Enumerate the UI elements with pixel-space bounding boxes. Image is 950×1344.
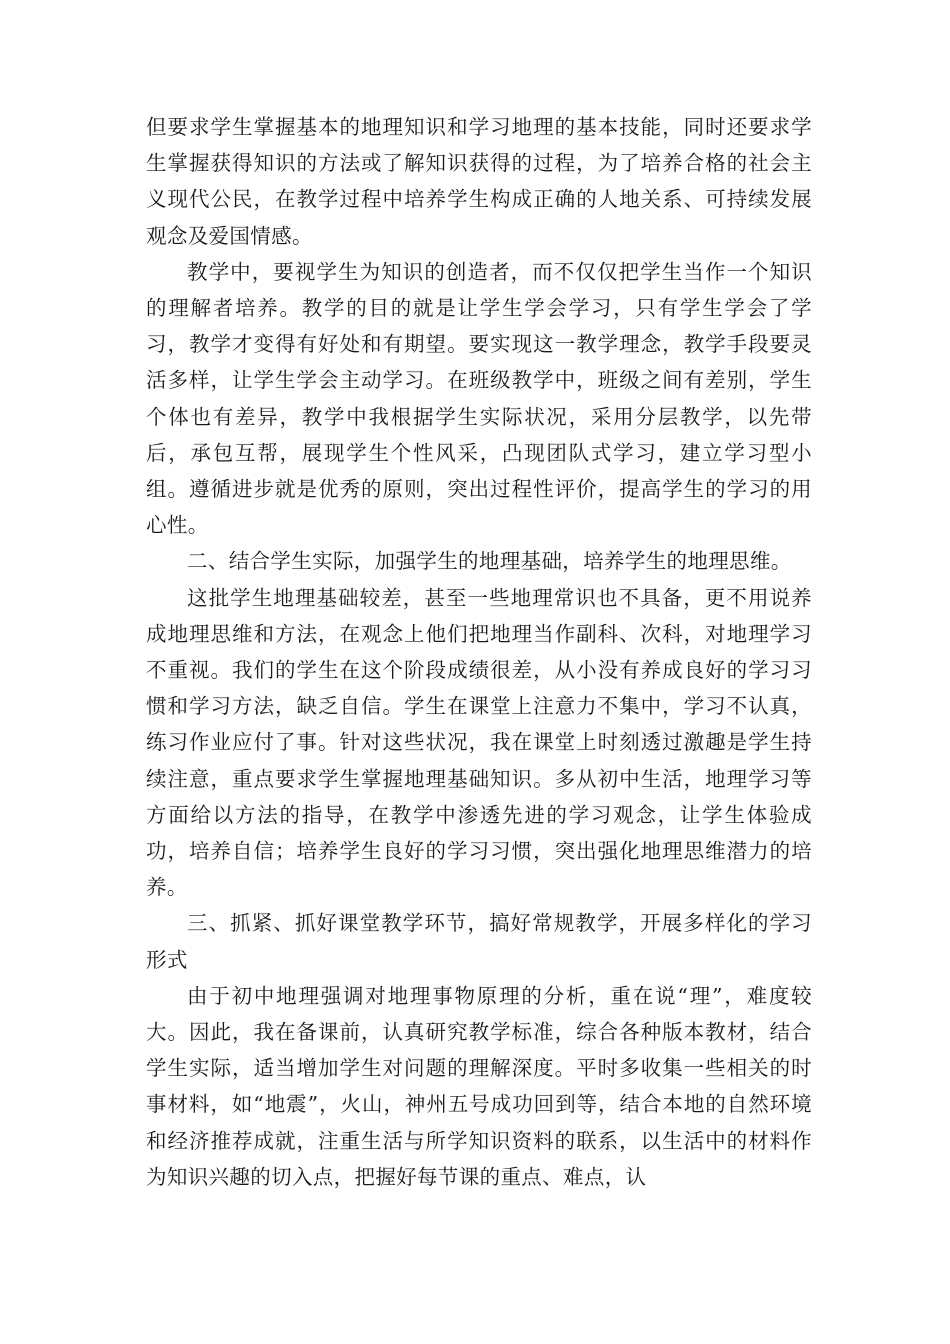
paragraph-classroom-teaching: 由于初中地理强调对地理事物原理的分析，重在说“理”，难度较大。因此，我在备课前，认真研究教学标准，综合各种版本教材，结合学生实际，适当增加学生对问题的理解深度。平时多收集一些相关的时事材料，如“地震”，火山，神州五号成功回到等，结合本地的自然环境和经济推荐成就，注重生活与所学知识资料的联系，以生活中的材料作为知识兴趣的切入点，把握好每节课的重点、难点，认 bbox=[146, 983, 812, 1189]
paragraph-teaching-philosophy: 教学中，要视学生为知识的创造者，而不仅仅把学生当作一个知识的理解者培养。教学的目的就是让学生学会学习，只有学生学会了学习，教学才变得有好处和有期望。要实现这一教学理念，教学手段要灵活多样，让学生学会主动学习。在班级教学中，班级之间有差别，学生个体也有差异，教学中我根据学生实际状况，采用分层教学，以先带后，承包互帮，展现学生个性风采，凸现团队式学习，建立学习型小组。遵循进步就是优秀的原则，突出过程性评价，提高学生的学习的用心性。 bbox=[146, 259, 812, 538]
document-body bbox=[146, 109, 812, 1195]
paragraph-continuation: 但要求学生掌握基本的地理知识和学习地理的基本技能，同时还要求学生掌握获得知识的方法或了解知识获得的过程，为了培养合格的社会主义现代公民，在教学过程中培养学生构成正确的人地关系、可持续发展观念及爱国情感。 bbox=[146, 115, 812, 248]
section-heading-2: 二、结合学生实际，加强学生的地理基础，培养学生的地理思维。 bbox=[187, 549, 792, 574]
paragraph-student-foundation: 这批学生地理基础较差，甚至一些地理常识也不具备，更不用说养成地理思维和方法，在观念上他们把地理当作副科、次科，对地理学习不重视。我们的学生在这个阶段成绩很差，从小没有养成良好的学习习惯和学习方法，缺乏自信。学生在课堂上注意力不集中，学习不认真，练习作业应付了事。针对这些状况，我在课堂上时刻透过激趣是学生持续注意，重点要求学生掌握地理基础知识。多从初中生活，地理学习等方面给以方法的指导，在教学中渗透先进的学习观念，让学生体验成功，培养自信；培养学生良好的学习习惯，突出强化地理思维潜力的培养。 bbox=[146, 585, 812, 900]
section-heading-3: 三、抓紧、抓好课堂教学环节，搞好常规教学，开展多样化的学习形式 bbox=[146, 911, 812, 972]
